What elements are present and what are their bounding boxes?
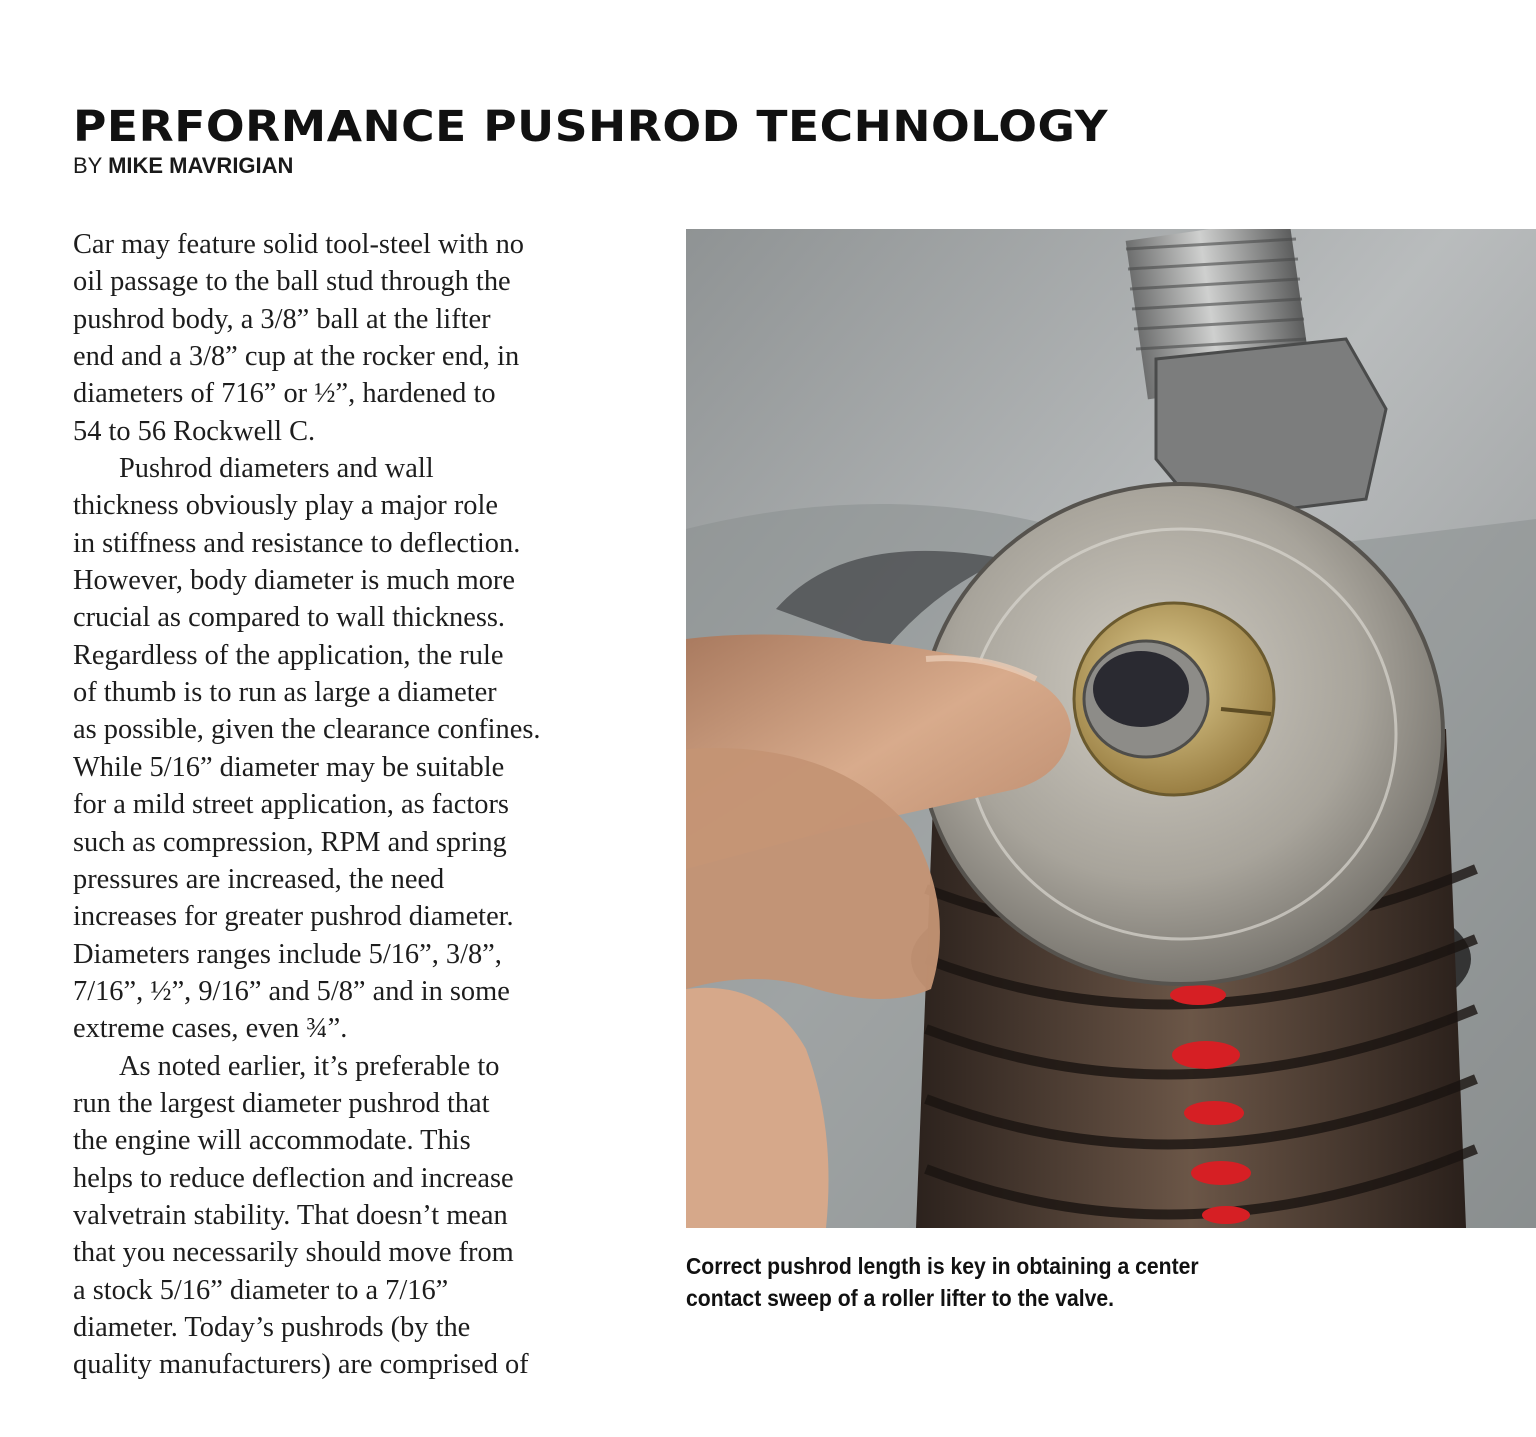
body-line: as possible, given the clearance confines. [73, 714, 541, 746]
body-line: Regardless of the application, the rule [73, 639, 504, 671]
body-line: increases for greater pushrod diameter. [73, 901, 514, 933]
body-line: such as compression, RPM and spring [73, 826, 507, 858]
caption-line: contact sweep of a roller lifter to the valve. [686, 1285, 1115, 1311]
body-line: diameter. Today’s pushrods (by the [73, 1311, 471, 1343]
body-line: However, body diameter is much more [73, 565, 515, 597]
byline-prefix: BY [73, 153, 109, 178]
body-line: Diameters ranges include 5/16”, 3/8”, [73, 938, 502, 970]
body-line: for a mild street application, as factors [73, 789, 509, 821]
body-line: extreme cases, even ¾”. [73, 1013, 348, 1045]
article-body-column [73, 226, 633, 1384]
body-line: of thumb is to run as large a diameter [73, 677, 497, 709]
photo-caption [686, 1250, 1238, 1314]
body-line: valvetrain stability. That doesn’t mean [73, 1199, 508, 1231]
body-line: 54 to 56 Rockwell C. [73, 415, 316, 447]
body-line: thickness obviously play a major role [73, 490, 498, 522]
body-line: a stock 5/16” diameter to a 7/16” [73, 1274, 449, 1306]
body-line: quality manufacturers) are comprised of [73, 1349, 529, 1381]
article-headline: PERFORMANCE PUSHROD TECHNOLOGY [73, 102, 1109, 152]
valve-stem-tip [1093, 651, 1189, 727]
body-line: pressures are increased, the need [73, 863, 445, 895]
caption-line: Correct pushrod length is key in obtaining a center [686, 1253, 1199, 1279]
paragraph-start-line: As noted earlier, it’s preferable to [119, 1050, 500, 1082]
body-line: diameters of 716” or ½”, hardened to [73, 378, 496, 410]
body-line: that you necessarily should move from [73, 1237, 514, 1269]
body-line: crucial as compared to wall thickness. [73, 602, 506, 634]
body-line: pushrod body, a 3/8” ball at the lifter [73, 303, 491, 335]
body-line: 7/16”, ½”, 9/16” and 5/8” and in some [73, 975, 510, 1007]
article-photo [686, 229, 1536, 1228]
body-line: the engine will accommodate. This [73, 1125, 471, 1157]
paragraph-start-line: Pushrod diameters and wall [119, 453, 434, 485]
body-line: Car may feature solid tool-steel with no [73, 229, 524, 260]
valve-spring-photo-illustration [686, 229, 1536, 1228]
body-line: in stiffness and resistance to deflection. [73, 527, 521, 559]
body-line: run the largest diameter pushrod that [73, 1087, 490, 1119]
body-line: oil passage to the ball stud through the [73, 266, 511, 298]
body-line: end and a 3/8” cup at the rocker end, in [73, 341, 520, 373]
body-line: helps to reduce deflection and increase [73, 1162, 514, 1194]
body-line: While 5/16” diameter may be suitable [73, 751, 505, 783]
byline-author: MIKE MAVRIGIAN [108, 153, 294, 178]
byline [73, 152, 293, 180]
